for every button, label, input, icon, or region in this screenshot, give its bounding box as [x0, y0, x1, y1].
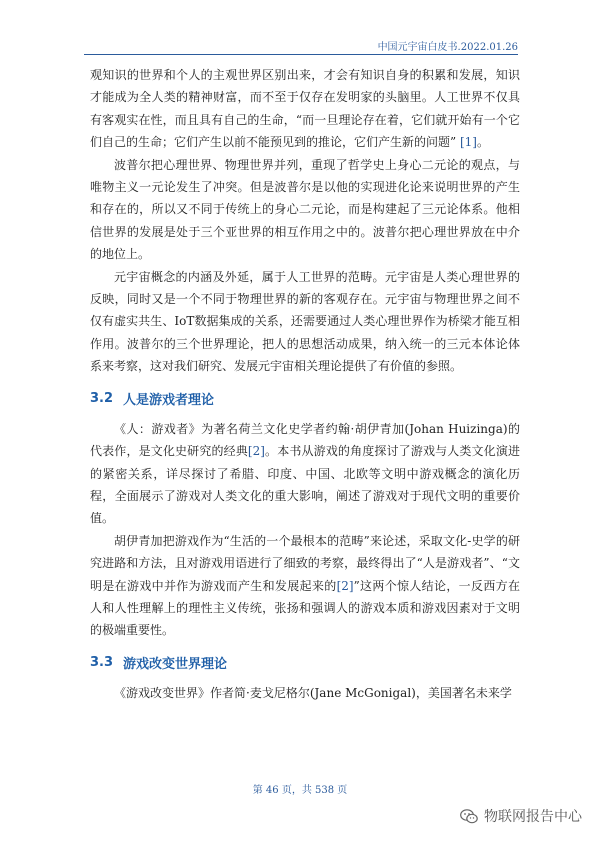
paragraph [90, 64, 520, 154]
watermark [460, 806, 582, 826]
paragraph-text: 《人：游戏者》为著名荷兰文化史学者约翰·胡伊青加(Johan Huizinga)的代表作，是文化史研究的经典 [90, 421, 520, 459]
header-title: 中国元宇宙白皮书.2022.01.26 [377, 42, 518, 53]
section-title: 游戏改变世界理论 [123, 657, 228, 673]
paragraph [90, 418, 520, 530]
paragraph: 《游戏改变世界》作者简·麦戈尼格尔(Jane McGonigal)，美国著名未来学 [114, 685, 512, 700]
section-heading [90, 652, 520, 674]
section-heading [90, 388, 520, 410]
watermark-label: 物联网报告中心 [484, 809, 582, 825]
paragraph-text: 。 [476, 135, 489, 150]
page-number: 第 46 页，共 538 页 [252, 785, 348, 796]
paragraph: 元宇宙概念的内涵及外延，属于人工世界的范畴。元宇宙是人类心理世界的反映，同时又是一个不同于物理世界的新的客观存在。元宇宙与物理世界之间不仅有虚实共生、IoT数据集成的关系，还需要通过人类心理世界作为桥梁才能互相作用。波普尔的三个世界理论，把人的思想活动成果，纳入统一的三元本体论体系来考察，这对我们研究、发展元宇宙相关理论提供了有价值的参照。 [90, 269, 520, 374]
citation-link[interactable]: [1] [456, 135, 477, 150]
citation-link[interactable]: [2] [247, 444, 265, 459]
document-body [90, 64, 520, 704]
citation-link[interactable]: [2] [336, 578, 354, 593]
paragraph: 波普尔把心理世界、物理世界并列，重现了哲学史上身心二元论的观点，与唯物主义一元论发生了冲突。但是波普尔是以他的实现进化论来说明世界的产生和存在的，所以又不同于传统上的身心二元论，而是构建起了三元论体系。他相信世界的发展是处于三个亚世界的相互作用之中的。波普尔把心理世界放在中介的地位上。 [90, 157, 520, 262]
section-number: 3.2 [90, 391, 114, 407]
section-title: 人是游戏者理论 [123, 393, 215, 409]
page-header [84, 38, 518, 55]
section-number: 3.3 [90, 655, 114, 671]
paragraph-text: 观知识的世界和个人的主观世界区别出来，才会有知识自身的积累和发展，知识才能成为全人类的精神财富，而不至于仅存在发明家的头脑里。人工世界不仅具有客观实在性，而且具有自己的生命，“而一旦理论存在着，它们就开始有一个它们自己的生命；它们产生以前不能预见到的推论，它们产生新的问题” [90, 68, 520, 150]
paragraph-text: 。本书从游戏的角度探讨了游戏与人类文化演进的紧密关系，详尽探讨了希腊、印度、中国、北欧等文明中游戏概念的演化历程，全面展示了游戏对人类文化的重大影响，阐述了游戏对于现代文明的重要价值。 [90, 444, 520, 526]
paragraph-text: ”这两个惊人结论，一反西方在人和人性理解上的理性主义传统，张扬和强调人的游戏本质和游戏因素对于文明的极端重要性。 [90, 578, 520, 638]
paragraph-text: 胡伊青加把游戏作为“生活的一个最根本的范畴”来论述，采取文化-史学的研究进路和方法，且对游戏用语进行了细致的考察，最终得出了“人是游戏者”、“文明是在游戏中并作为游戏而产生和发展起来的 [90, 533, 520, 593]
paragraph [90, 530, 520, 642]
wechat-icon [460, 809, 478, 824]
